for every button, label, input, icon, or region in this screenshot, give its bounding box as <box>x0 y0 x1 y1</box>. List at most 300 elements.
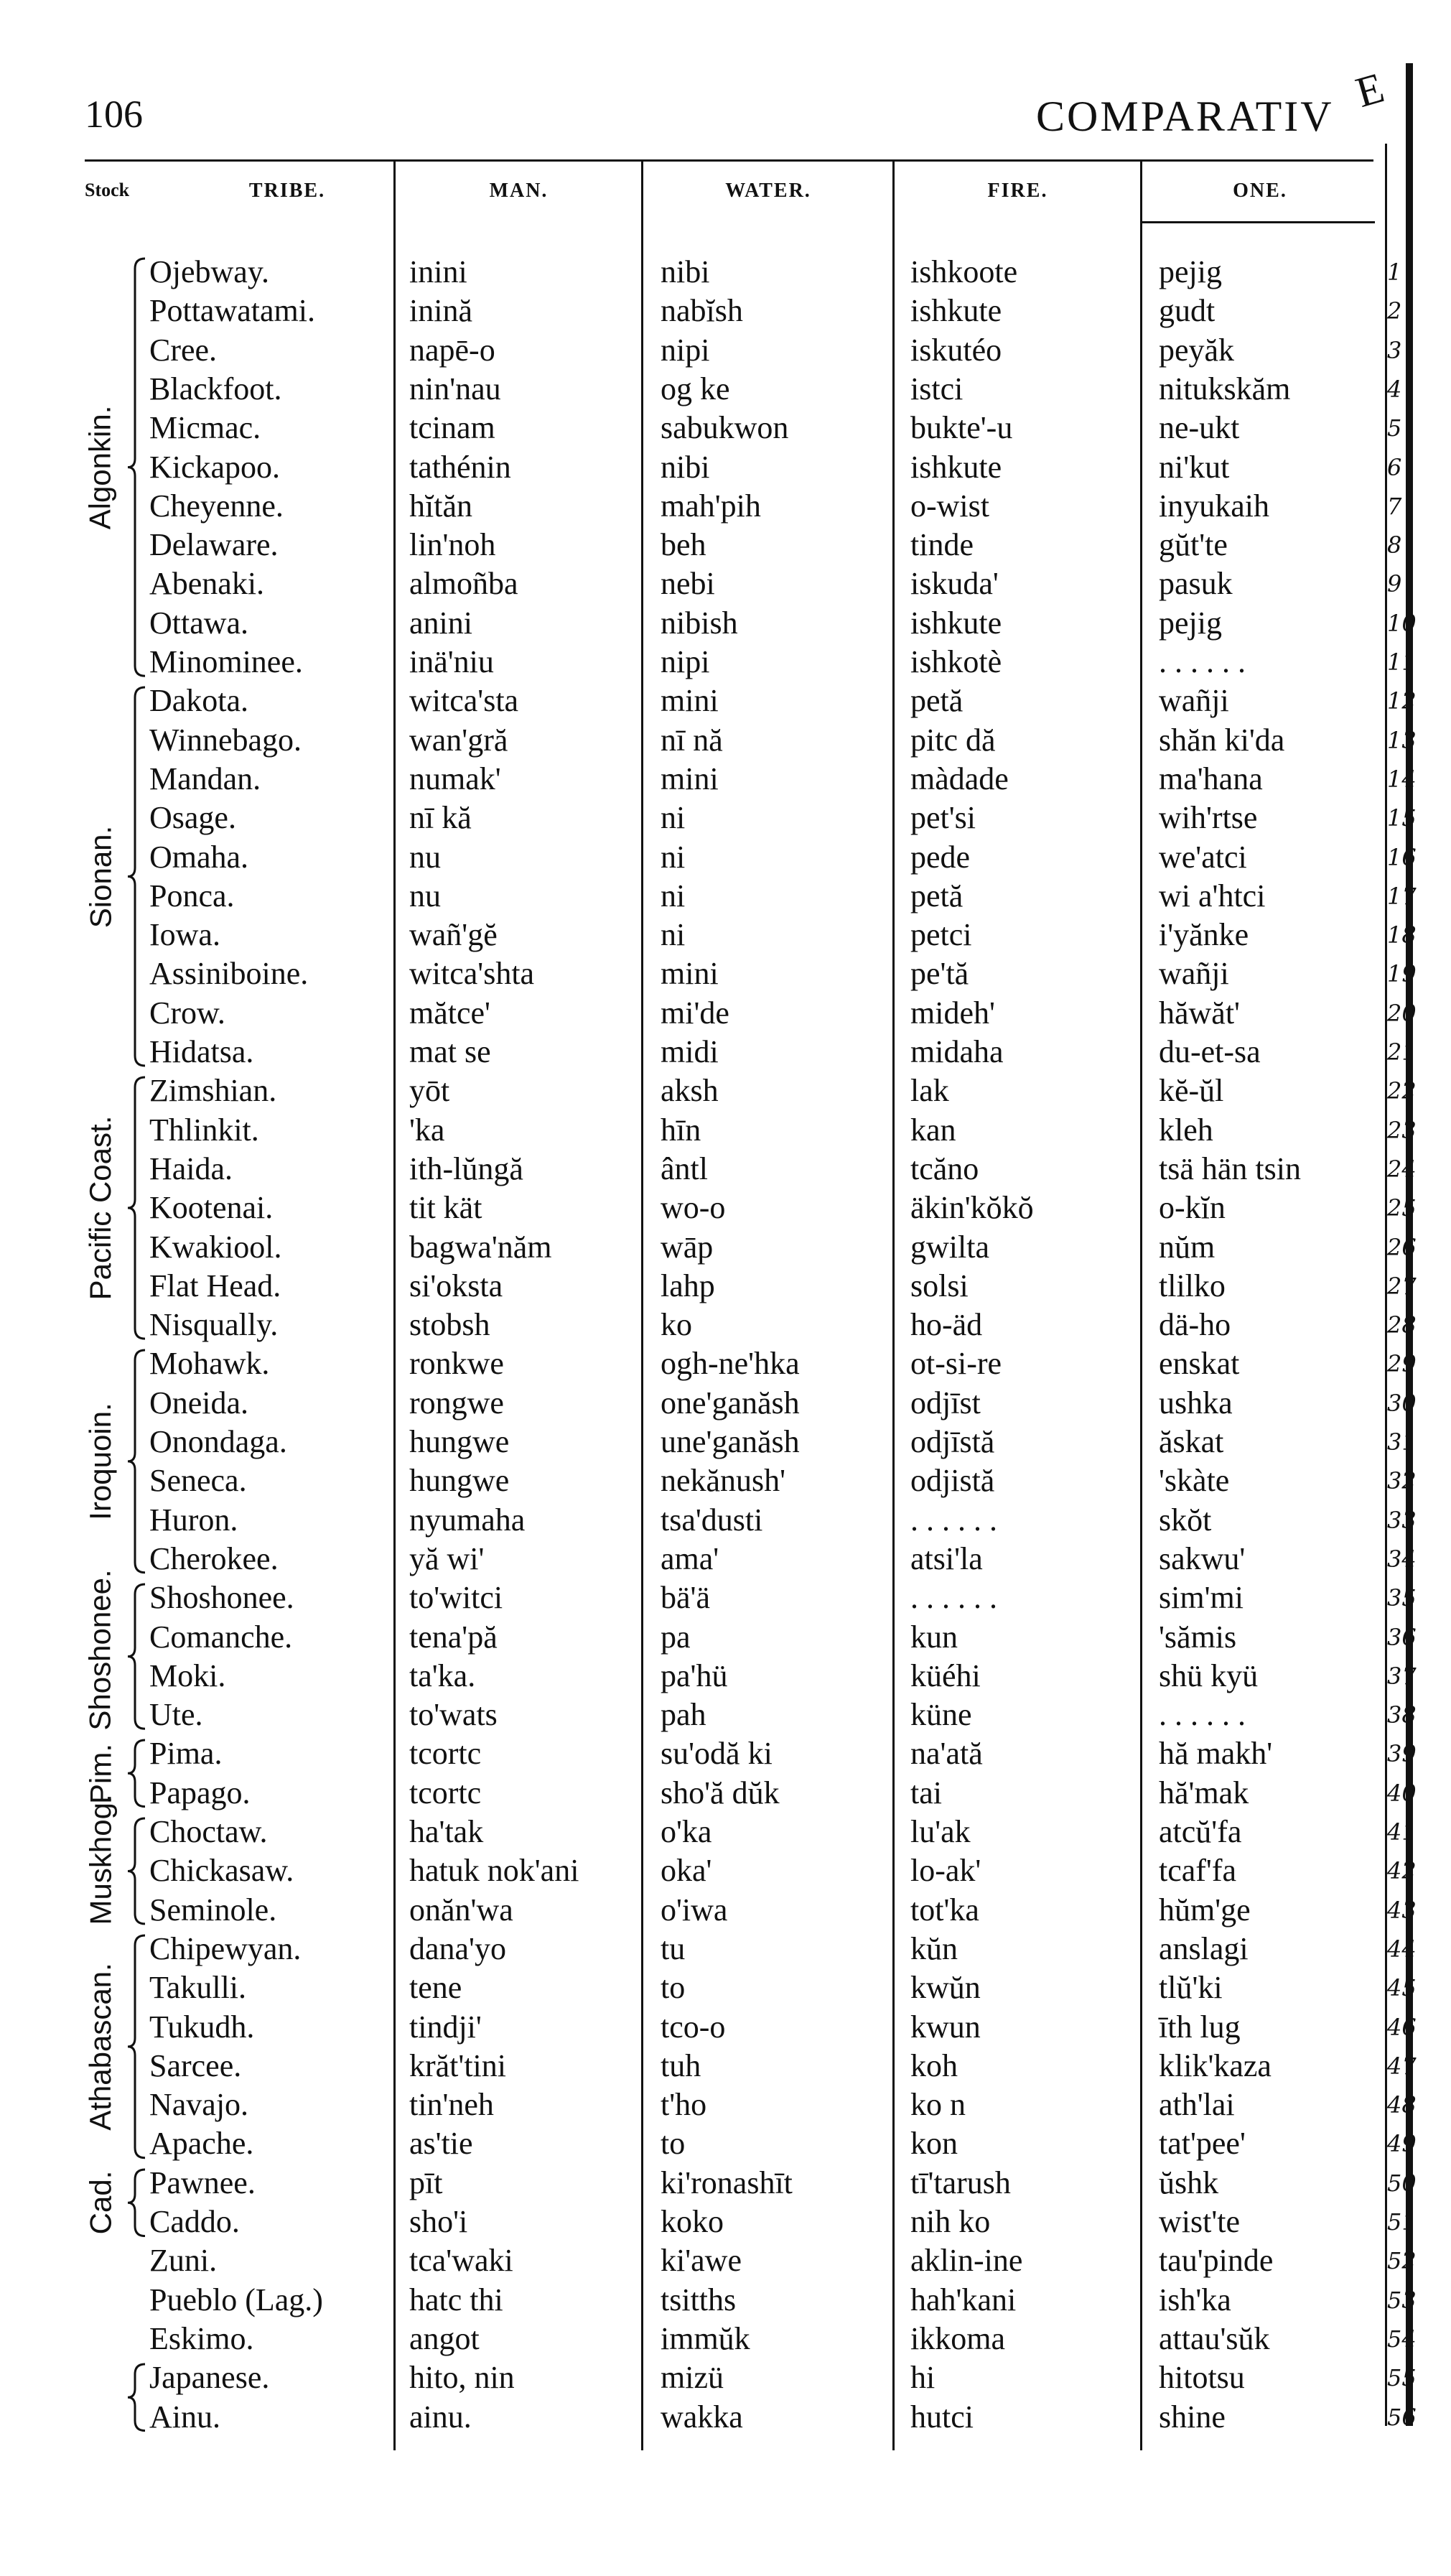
cell-water: mizü <box>661 2360 724 2396</box>
cell-tribe: Pima. <box>149 1736 223 1772</box>
cell-one: 'sămis <box>1159 1619 1237 1655</box>
table-row <box>0 2086 1417 2124</box>
cell-water: o'ka <box>661 1814 712 1849</box>
cell-water: ogh-ne'hka <box>661 1346 800 1382</box>
cell-tribe: Winnebago. <box>149 722 302 758</box>
cell-water: wo-o <box>661 1190 726 1226</box>
cell-fire: iskutéo <box>910 332 1002 368</box>
cell-tribe: Caddo. <box>149 2204 240 2239</box>
cell-fire: na'ată <box>910 1736 983 1772</box>
cell-fire: ishkute <box>910 449 1002 485</box>
cell-fire: solsi <box>910 1268 969 1303</box>
cell-water: mini <box>661 683 719 719</box>
cell-one: anslagi <box>1159 1930 1249 1966</box>
cell-water: pa <box>661 1619 691 1655</box>
cell-fire: màdade <box>910 761 1009 796</box>
row-number: 52 <box>1387 2247 1417 2275</box>
header-rule <box>85 159 1373 162</box>
cell-one: ish'ka <box>1159 2282 1231 2317</box>
cell-water: mini <box>661 956 719 992</box>
cell-man: as'tie <box>409 2126 473 2162</box>
cell-tribe: Assiniboine. <box>149 956 309 992</box>
table-row <box>0 370 1402 409</box>
cell-tribe: Flat Head. <box>149 1268 281 1303</box>
cell-man: mat se <box>409 1034 491 1069</box>
cell-tribe: Papago. <box>149 1775 251 1810</box>
row-number: 37 <box>1387 1662 1417 1690</box>
cell-fire: petci <box>910 917 972 953</box>
cell-one: nitukskăm <box>1159 371 1291 406</box>
cell-tribe: Hidatsa. <box>149 1034 254 1069</box>
table-row <box>0 682 1417 720</box>
cell-man: nī kă <box>409 800 472 836</box>
cell-man: ronkwe <box>409 1346 504 1382</box>
table-row <box>0 1734 1417 1773</box>
row-number: 2 <box>1387 297 1402 325</box>
cell-fire: kon <box>910 2126 958 2162</box>
cell-tribe: Iowa. <box>149 917 220 953</box>
cell-man: tit kät <box>409 1190 482 1226</box>
cell-one: o-kĭn <box>1159 1190 1226 1226</box>
cell-tribe: Ojebway. <box>149 254 269 289</box>
stock-brace <box>126 686 148 1067</box>
stock-label: Pim. <box>83 1743 117 1804</box>
cell-fire: hah'kani <box>910 2282 1017 2317</box>
cell-fire: tai <box>910 1775 942 1810</box>
cell-fire: mideh' <box>910 995 995 1031</box>
cell-water: nabĭsh <box>661 293 743 329</box>
cell-fire: hi <box>910 2360 936 2396</box>
running-title-tail: E <box>1350 63 1389 117</box>
cell-man: numak' <box>409 761 501 796</box>
row-number: 33 <box>1387 1506 1417 1534</box>
cell-man: yă wi' <box>409 1540 485 1576</box>
cell-man: mătce' <box>409 995 490 1031</box>
table-row <box>0 1696 1417 1734</box>
cell-one: inyukaih <box>1159 488 1269 524</box>
cell-water: ki'awe <box>661 2243 742 2279</box>
cell-man: nu <box>409 839 441 875</box>
cell-fire: tī'tarush <box>910 2165 1011 2200</box>
row-number: 14 <box>1387 765 1417 793</box>
row-number: 41 <box>1387 1818 1417 1846</box>
table-row <box>0 2398 1417 2437</box>
stock-brace <box>126 1349 148 1574</box>
cell-fire: kun <box>910 1619 958 1655</box>
cell-man: sho'i <box>409 2204 468 2239</box>
cell-fire: aklin-ine <box>910 2243 1023 2279</box>
cell-fire: pede <box>910 839 971 875</box>
cell-fire: kŭn <box>910 1930 958 1966</box>
row-number: 39 <box>1387 1740 1417 1768</box>
cell-one: wih'rtse <box>1159 800 1258 836</box>
cell-man: tcinam <box>409 410 495 446</box>
row-number: 32 <box>1387 1467 1417 1495</box>
row-number: 28 <box>1387 1311 1417 1339</box>
cell-tribe: Ainu. <box>149 2399 220 2435</box>
cell-one: i'yănke <box>1159 917 1249 953</box>
cell-water: sabukwon <box>661 410 789 446</box>
row-number: 51 <box>1387 2208 1417 2236</box>
cell-man: si'oksta <box>409 1268 503 1303</box>
cell-man: tin'neh <box>409 2087 494 2123</box>
table-row <box>0 2358 1417 2397</box>
cell-one: tlilko <box>1159 1268 1226 1303</box>
stock-brace <box>126 1817 148 1925</box>
cell-tribe: Abenaki. <box>149 566 265 602</box>
cell-tribe: Onondaga. <box>149 1424 287 1459</box>
stock-brace <box>126 2168 148 2238</box>
cell-one: shü kyü <box>1159 1657 1259 1693</box>
cell-tribe: Mandan. <box>149 761 261 796</box>
cell-fire: kan <box>910 1112 956 1148</box>
cell-water: beh <box>661 527 706 563</box>
cell-man: napē-o <box>409 332 495 368</box>
cell-water: aksh <box>661 1073 719 1109</box>
cell-man: inină <box>409 293 472 329</box>
cell-fire: küéhi <box>910 1657 981 1693</box>
cell-one: ma'hana <box>1159 761 1263 796</box>
table-row <box>0 721 1417 760</box>
table-row <box>0 1423 1417 1461</box>
table-row <box>0 2281 1417 2320</box>
row-number: 8 <box>1387 531 1402 559</box>
cell-tribe: Navajo. <box>149 2087 249 2123</box>
cell-man: lin'noh <box>409 527 496 563</box>
row-number: 44 <box>1387 1935 1417 1963</box>
table-row <box>0 1461 1417 1500</box>
cell-one: sim'mi <box>1159 1580 1244 1616</box>
table-row <box>0 1813 1417 1851</box>
table-row <box>0 1033 1417 1071</box>
cell-man: hĭtăn <box>409 488 472 524</box>
cell-man: nin'nau <box>409 371 501 406</box>
cell-one: . . . . . . <box>1159 1697 1246 1733</box>
stock-brace <box>126 1583 148 1730</box>
cell-water: ni <box>661 917 686 953</box>
row-number: 36 <box>1387 1623 1417 1651</box>
cell-water: pah <box>661 1697 706 1733</box>
cell-water: t'ho <box>661 2087 707 2123</box>
cell-fire: kwun <box>910 2009 981 2045</box>
table-row <box>0 1540 1417 1578</box>
cell-one: wañji <box>1159 683 1229 719</box>
table-row <box>0 526 1402 564</box>
row-number: 5 <box>1387 414 1402 442</box>
cell-fire: hutci <box>910 2399 974 2435</box>
row-number: 46 <box>1387 2013 1417 2041</box>
cell-one: tau'pinde <box>1159 2243 1274 2279</box>
cell-water: pa'hü <box>661 1657 728 1693</box>
cell-one: ăskat <box>1159 1424 1224 1459</box>
cell-fire: ho-äd <box>910 1307 983 1343</box>
header-underline <box>1142 221 1375 223</box>
cell-water: nipi <box>661 332 710 368</box>
cell-water: wakka <box>661 2399 743 2435</box>
cell-one: tlŭ'ki <box>1159 1970 1223 2006</box>
page-number: 106 <box>85 93 143 136</box>
cell-one: īth lug <box>1159 2009 1241 2045</box>
cell-tribe: Cheyenne. <box>149 488 284 524</box>
table-row <box>0 1851 1417 1890</box>
cell-water: ni <box>661 839 686 875</box>
cell-tribe: Osage. <box>149 800 236 836</box>
cell-man: tca'waki <box>409 2243 513 2279</box>
cell-tribe: Delaware. <box>149 527 279 563</box>
cell-man: inini <box>409 254 467 289</box>
cell-fire: pe'tă <box>910 956 969 992</box>
table-row <box>0 2164 1417 2203</box>
cell-man: pīt <box>409 2165 443 2200</box>
stock-label: Athabascan. <box>83 1963 118 2131</box>
cell-fire: pitc dă <box>910 722 996 758</box>
row-number: 1 <box>1387 259 1402 286</box>
row-number: 25 <box>1387 1194 1417 1222</box>
row-number: 42 <box>1387 1857 1417 1885</box>
table-row <box>0 2124 1417 2163</box>
cell-one: pejig <box>1159 605 1222 641</box>
cell-water: og ke <box>661 371 730 406</box>
stock-brace <box>126 1076 148 1340</box>
cell-one: dä-ho <box>1159 1307 1231 1343</box>
cell-man: ta'ka. <box>409 1657 476 1693</box>
cell-man: hatuk nok'ani <box>409 1853 579 1889</box>
table-row <box>0 604 1417 643</box>
cell-man: angot <box>409 2320 480 2356</box>
cell-one: hitotsu <box>1159 2360 1245 2396</box>
cell-one: we'atci <box>1159 839 1247 875</box>
table-row <box>0 2320 1417 2358</box>
cell-man: tathénin <box>409 449 511 485</box>
row-number: 49 <box>1387 2130 1417 2158</box>
cell-water: sho'ă dŭk <box>661 1775 780 1810</box>
row-number: 17 <box>1387 882 1417 910</box>
cell-tribe: Omaha. <box>149 839 249 875</box>
cell-tribe: Zimshian. <box>149 1073 277 1109</box>
cell-one: du-et-sa <box>1159 1034 1261 1069</box>
cell-one: sakwu' <box>1159 1540 1246 1576</box>
row-number: 7 <box>1387 492 1402 520</box>
cell-fire: . . . . . . <box>910 1580 997 1616</box>
cell-man: anini <box>409 605 472 641</box>
cell-one: kĕ-ŭl <box>1159 1073 1224 1109</box>
running-title: COMPARATIV <box>1036 93 1334 140</box>
table-row <box>0 2241 1417 2280</box>
cell-tribe: Crow. <box>149 995 225 1031</box>
cell-one: ŭshk <box>1159 2165 1219 2200</box>
row-number: 40 <box>1387 1779 1417 1807</box>
table-row <box>0 1930 1417 1968</box>
cell-fire: ot-si-re <box>910 1346 1002 1382</box>
cell-one: shine <box>1159 2399 1226 2435</box>
cell-water: nibi <box>661 449 710 485</box>
cell-fire: koh <box>910 2047 958 2083</box>
cell-fire: lak <box>910 1073 949 1109</box>
cell-fire: tcăno <box>910 1150 979 1186</box>
row-number: 20 <box>1387 999 1417 1027</box>
cell-fire: odjīstă <box>910 1424 995 1459</box>
cell-tribe: Takulli. <box>149 1970 247 2006</box>
cell-man: almoñba <box>409 566 518 602</box>
table-row <box>0 994 1417 1033</box>
stock-label: Cad. <box>83 2170 117 2235</box>
cell-water: midi <box>661 1034 719 1069</box>
cell-man: wañ'gĕ <box>409 917 498 953</box>
row-number: 30 <box>1387 1389 1417 1417</box>
row-number: 43 <box>1387 1896 1417 1924</box>
table-row <box>0 799 1417 837</box>
cell-tribe: Japanese. <box>149 2360 270 2396</box>
table-row <box>0 2008 1417 2047</box>
cell-man: tena'pă <box>409 1619 498 1655</box>
row-number: 53 <box>1387 2286 1417 2314</box>
cell-one: pasuk <box>1159 566 1233 602</box>
cell-tribe: Ponca. <box>149 878 235 913</box>
column-header-fire: FIRE. <box>987 180 1048 202</box>
cell-water: hīn <box>661 1112 701 1148</box>
cell-tribe: Thlinkit. <box>149 1112 259 1148</box>
cell-tribe: Ottawa. <box>149 605 249 641</box>
cell-man: stobsh <box>409 1307 490 1343</box>
table-row <box>0 1344 1417 1383</box>
cell-man: nu <box>409 878 441 913</box>
table-row <box>0 1657 1417 1696</box>
column-header-stock: Stock <box>85 180 130 200</box>
cell-tribe: Mohawk. <box>149 1346 270 1382</box>
cell-tribe: Micmac. <box>149 410 261 446</box>
table-row <box>0 1384 1417 1423</box>
cell-one: hă makh' <box>1159 1736 1273 1772</box>
stock-brace <box>126 257 148 677</box>
table-row <box>0 1071 1417 1110</box>
cell-fire: küne <box>910 1697 972 1733</box>
table-row <box>0 564 1402 603</box>
table-row <box>0 1189 1417 1227</box>
cell-water: nibi <box>661 254 710 289</box>
cell-fire: äkin'kŏkŏ <box>910 1190 1034 1226</box>
cell-one: ath'lai <box>1159 2087 1235 2123</box>
row-number: 47 <box>1387 2052 1417 2080</box>
cell-fire: midaha <box>910 1034 1004 1069</box>
cell-fire: ikkoma <box>910 2320 1005 2356</box>
cell-one: klik'kaza <box>1159 2047 1272 2083</box>
table-row <box>0 1228 1417 1267</box>
cell-tribe: Apache. <box>149 2126 254 2162</box>
table-row <box>0 331 1402 370</box>
row-number: 6 <box>1387 453 1402 481</box>
column-header-water: WATER. <box>725 180 811 202</box>
row-number: 56 <box>1387 2403 1417 2431</box>
cell-fire: istci <box>910 371 964 406</box>
cell-tribe: Zuni. <box>149 2243 218 2279</box>
row-number: 34 <box>1387 1545 1417 1573</box>
cell-man: witca'shta <box>409 956 535 992</box>
cell-one: hŭm'ge <box>1159 1892 1251 1928</box>
cell-fire: ishkute <box>910 605 1002 641</box>
cell-water: nibish <box>661 605 738 641</box>
cell-man: rongwe <box>409 1385 504 1420</box>
cell-fire: tot'ka <box>910 1892 979 1928</box>
cell-tribe: Kickapoo. <box>149 449 281 485</box>
row-number: 27 <box>1387 1272 1417 1300</box>
cell-one: wañji <box>1159 956 1229 992</box>
cell-tribe: Minominee. <box>149 644 303 679</box>
stock-brace <box>126 1934 148 2159</box>
cell-one: gŭt'te <box>1159 527 1228 563</box>
cell-water: wāp <box>661 1229 714 1265</box>
cell-fire: . . . . . . <box>910 1502 997 1538</box>
cell-one: nŭm <box>1159 1229 1216 1265</box>
cell-man: witca'sta <box>409 683 519 719</box>
cell-water: ama' <box>661 1540 719 1576</box>
cell-one: tat'pee' <box>1159 2126 1246 2162</box>
cell-water: oka' <box>661 1853 712 1889</box>
cell-man: ith-lŭngă <box>409 1150 523 1186</box>
cell-one: wist'te <box>1159 2204 1241 2239</box>
cell-one: pejig <box>1159 254 1222 289</box>
table-row <box>0 1774 1417 1813</box>
cell-tribe: Chickasaw. <box>149 1853 294 1889</box>
row-number: 21 <box>1387 1038 1417 1066</box>
table-row <box>0 1111 1417 1150</box>
row-number: 10 <box>1387 609 1417 637</box>
cell-water: tsitths <box>661 2282 737 2317</box>
cell-tribe: Kootenai. <box>149 1190 274 1226</box>
table-row <box>0 838 1417 877</box>
table-row <box>0 2203 1417 2241</box>
row-number: 19 <box>1387 960 1417 988</box>
cell-man: tcortc <box>409 1736 482 1772</box>
row-number: 11 <box>1387 648 1417 676</box>
cell-water: to <box>661 2126 686 2162</box>
cell-tribe: Moki. <box>149 1657 226 1693</box>
cell-one: gudt <box>1159 293 1216 329</box>
row-number: 45 <box>1387 1974 1417 2002</box>
cell-tribe: Pottawatami. <box>149 293 315 329</box>
table-row <box>0 1578 1417 1617</box>
cell-fire: gwilta <box>910 1229 989 1265</box>
column-header-tribe: TRIBE. <box>248 180 326 202</box>
stock-label: Muskhog. <box>83 1794 117 1925</box>
cell-one: attau'sŭk <box>1159 2320 1270 2356</box>
table-row <box>0 1618 1417 1657</box>
cell-man: ainu. <box>409 2399 472 2435</box>
cell-fire: bukte'-u <box>910 410 1013 446</box>
cell-water: su'odă ki <box>661 1736 773 1772</box>
cell-man: hito, nin <box>409 2360 515 2396</box>
row-number: 55 <box>1387 2364 1417 2392</box>
cell-fire: odjistă <box>910 1463 995 1499</box>
cell-tribe: Shoshonee. <box>149 1580 294 1616</box>
cell-water: immŭk <box>661 2320 750 2356</box>
cell-man: tene <box>409 1970 462 2006</box>
table-row <box>0 643 1417 682</box>
cell-tribe: Haida. <box>149 1150 233 1186</box>
cell-tribe: Cree. <box>149 332 218 368</box>
cell-water: mah'pih <box>661 488 761 524</box>
row-number: 22 <box>1387 1077 1417 1105</box>
cell-tribe: Ute. <box>149 1697 203 1733</box>
cell-man: to'wats <box>409 1697 498 1733</box>
cell-water: ko <box>661 1307 692 1343</box>
cell-fire: ko n <box>910 2087 966 2123</box>
column-header-one: ONE. <box>1233 180 1287 202</box>
row-number: 16 <box>1387 843 1417 871</box>
table-row <box>0 1968 1417 2007</box>
cell-fire: iskuda' <box>910 566 999 602</box>
cell-man: hungwe <box>409 1424 510 1459</box>
cell-water: tuh <box>661 2047 701 2083</box>
